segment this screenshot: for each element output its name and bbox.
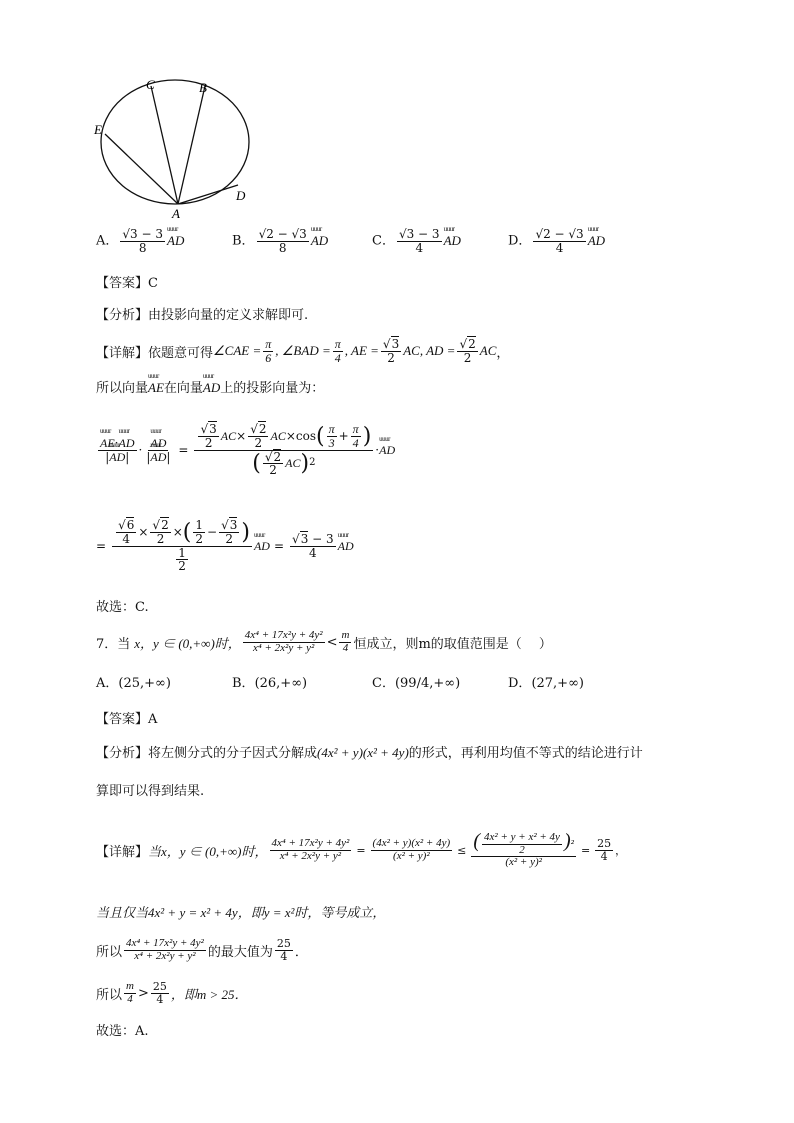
q7-detail-formula: 【详解】 当x，y ∈ (0,+∞)时， $\frac{\text{4x⁴ + 17x²y + 4y²}}{\text{x⁴ + 2x²y + y²}}$ = $\frac{\text{(4x² + y)(x² + 4y)}}{\text{(x² + y)²}}$ ≤ ( $\frac{\text{4x² + y + x² + 4y}}{2}$ )² (x² + y)² = $\frac{25}{4}$ ， [96, 829, 627, 869]
q7-option-b[interactable]: B．(26,+∞) [232, 676, 308, 691]
chord-AD [178, 185, 238, 204]
q7-stem: 7．当 x，y ∈ (0,+∞)时， $\frac{\text{4x⁴ + 17x²y + 4y²}}{\text{x⁴ + 2x²y + y²}}$ < $\frac{m}{4}$ 恒成立，则m的取值范围是（ ） [96, 628, 552, 654]
q6-option-c[interactable]: C． $\frac{√3 - 3}{4}$ uuur AD [372, 228, 461, 254]
q7-equality-line: 当且仅当4x² + y = x² + 4y，即y = x²时，等号成立， [96, 905, 386, 920]
q6-analysis: 【分析】由投影向量的定义求解即可. [96, 308, 309, 323]
chord-AE [105, 134, 178, 204]
label-B: B [199, 80, 207, 95]
label-D: D [236, 188, 246, 203]
q7-answer: 【答案】A [96, 712, 158, 727]
circle-figure [88, 72, 268, 222]
q6-projection-formula: uuur $\frac{\text{AE·uuur AD}}{\text{|uuur AD|}}$ · uuur $\frac{AD}{\text{|uuur AD|}}$ = $\frac{√3}{2}$ AC × $\frac{√2}{2}$ AC ×cos ( $\frac{\pi}{3}$ + $\frac{\pi}{4}$ ) ( $\frac{√2}{2}$ AC ) 2 · uuur AD [96, 408, 395, 492]
q7-analysis-line1: 【分析】将左侧分式的分子因式分解成(4x² + y)(x² + 4y)的形式，再利用均值不等式的结论进行计 [96, 745, 643, 761]
q6-answer: 【答案】C [96, 276, 158, 291]
q6-option-d[interactable]: D． $\frac{√2 - √3}{4}$ uuur AD [508, 228, 605, 254]
q7-analysis-line2: 算即可以得到结果. [96, 784, 205, 799]
q7-option-a[interactable]: A．(25,+∞) [96, 676, 171, 691]
label-E: E [94, 122, 102, 137]
q7-option-c[interactable]: C．(99/4,+∞) [372, 676, 461, 691]
q6-option-b[interactable]: B． $\frac{√2 - √3}{8}$ uuur AD [232, 228, 328, 254]
label-C: C [146, 77, 155, 92]
q6-conclusion: 故选：C. [96, 600, 149, 615]
q7-so-line: 所以 $\frac{m}{4}$ > $\frac{25}{4}$ ，即m > 25． [96, 979, 248, 1006]
label-A: A [172, 206, 180, 221]
q6-detail-line1: 【详解】 依题意可得 ∠CAE = $\frac{\pi}{6}$ , ∠BAD = $\frac{\pi}{4}$ , AE = $\frac{√3}{2}$ AC, AD = $\frac{√2}{2}$ AC ， [96, 336, 510, 365]
circle [101, 80, 249, 204]
q6-result-formula: = $\frac{√6}{4}$ × $\frac{√2}{2}$ × ( $\frac{1}{2}$ − $\frac{√3}{2}$ ) $\frac{1}{2}$ uuur AD = $\frac{√3 - 3}{4}$ uuur AD [96, 506, 354, 586]
q7-conclusion: 故选：A. [96, 1024, 149, 1039]
q6-detail-line2: 所以向量uuur AE在向量uuur AD上的投影向量为： [96, 377, 324, 396]
chord-AC [151, 86, 178, 204]
q6-options [96, 228, 736, 262]
q7-options [96, 664, 716, 696]
q6-given-equations: ∠CAE = [213, 343, 262, 358]
chord-AB [178, 86, 205, 204]
q7-option-d[interactable]: D．(27,+∞) [508, 676, 584, 691]
q6-option-a[interactable]: A． $\frac{√3 - 3}{8}$ uuur AD [96, 228, 184, 254]
q7-max-line: 所以 $\frac{\text{4x⁴ + 17x²y + 4y²}}{\text{x⁴ + 2x²y + y²}}$ 的最大值为 $\frac{25}{4}$ ． [96, 936, 308, 963]
